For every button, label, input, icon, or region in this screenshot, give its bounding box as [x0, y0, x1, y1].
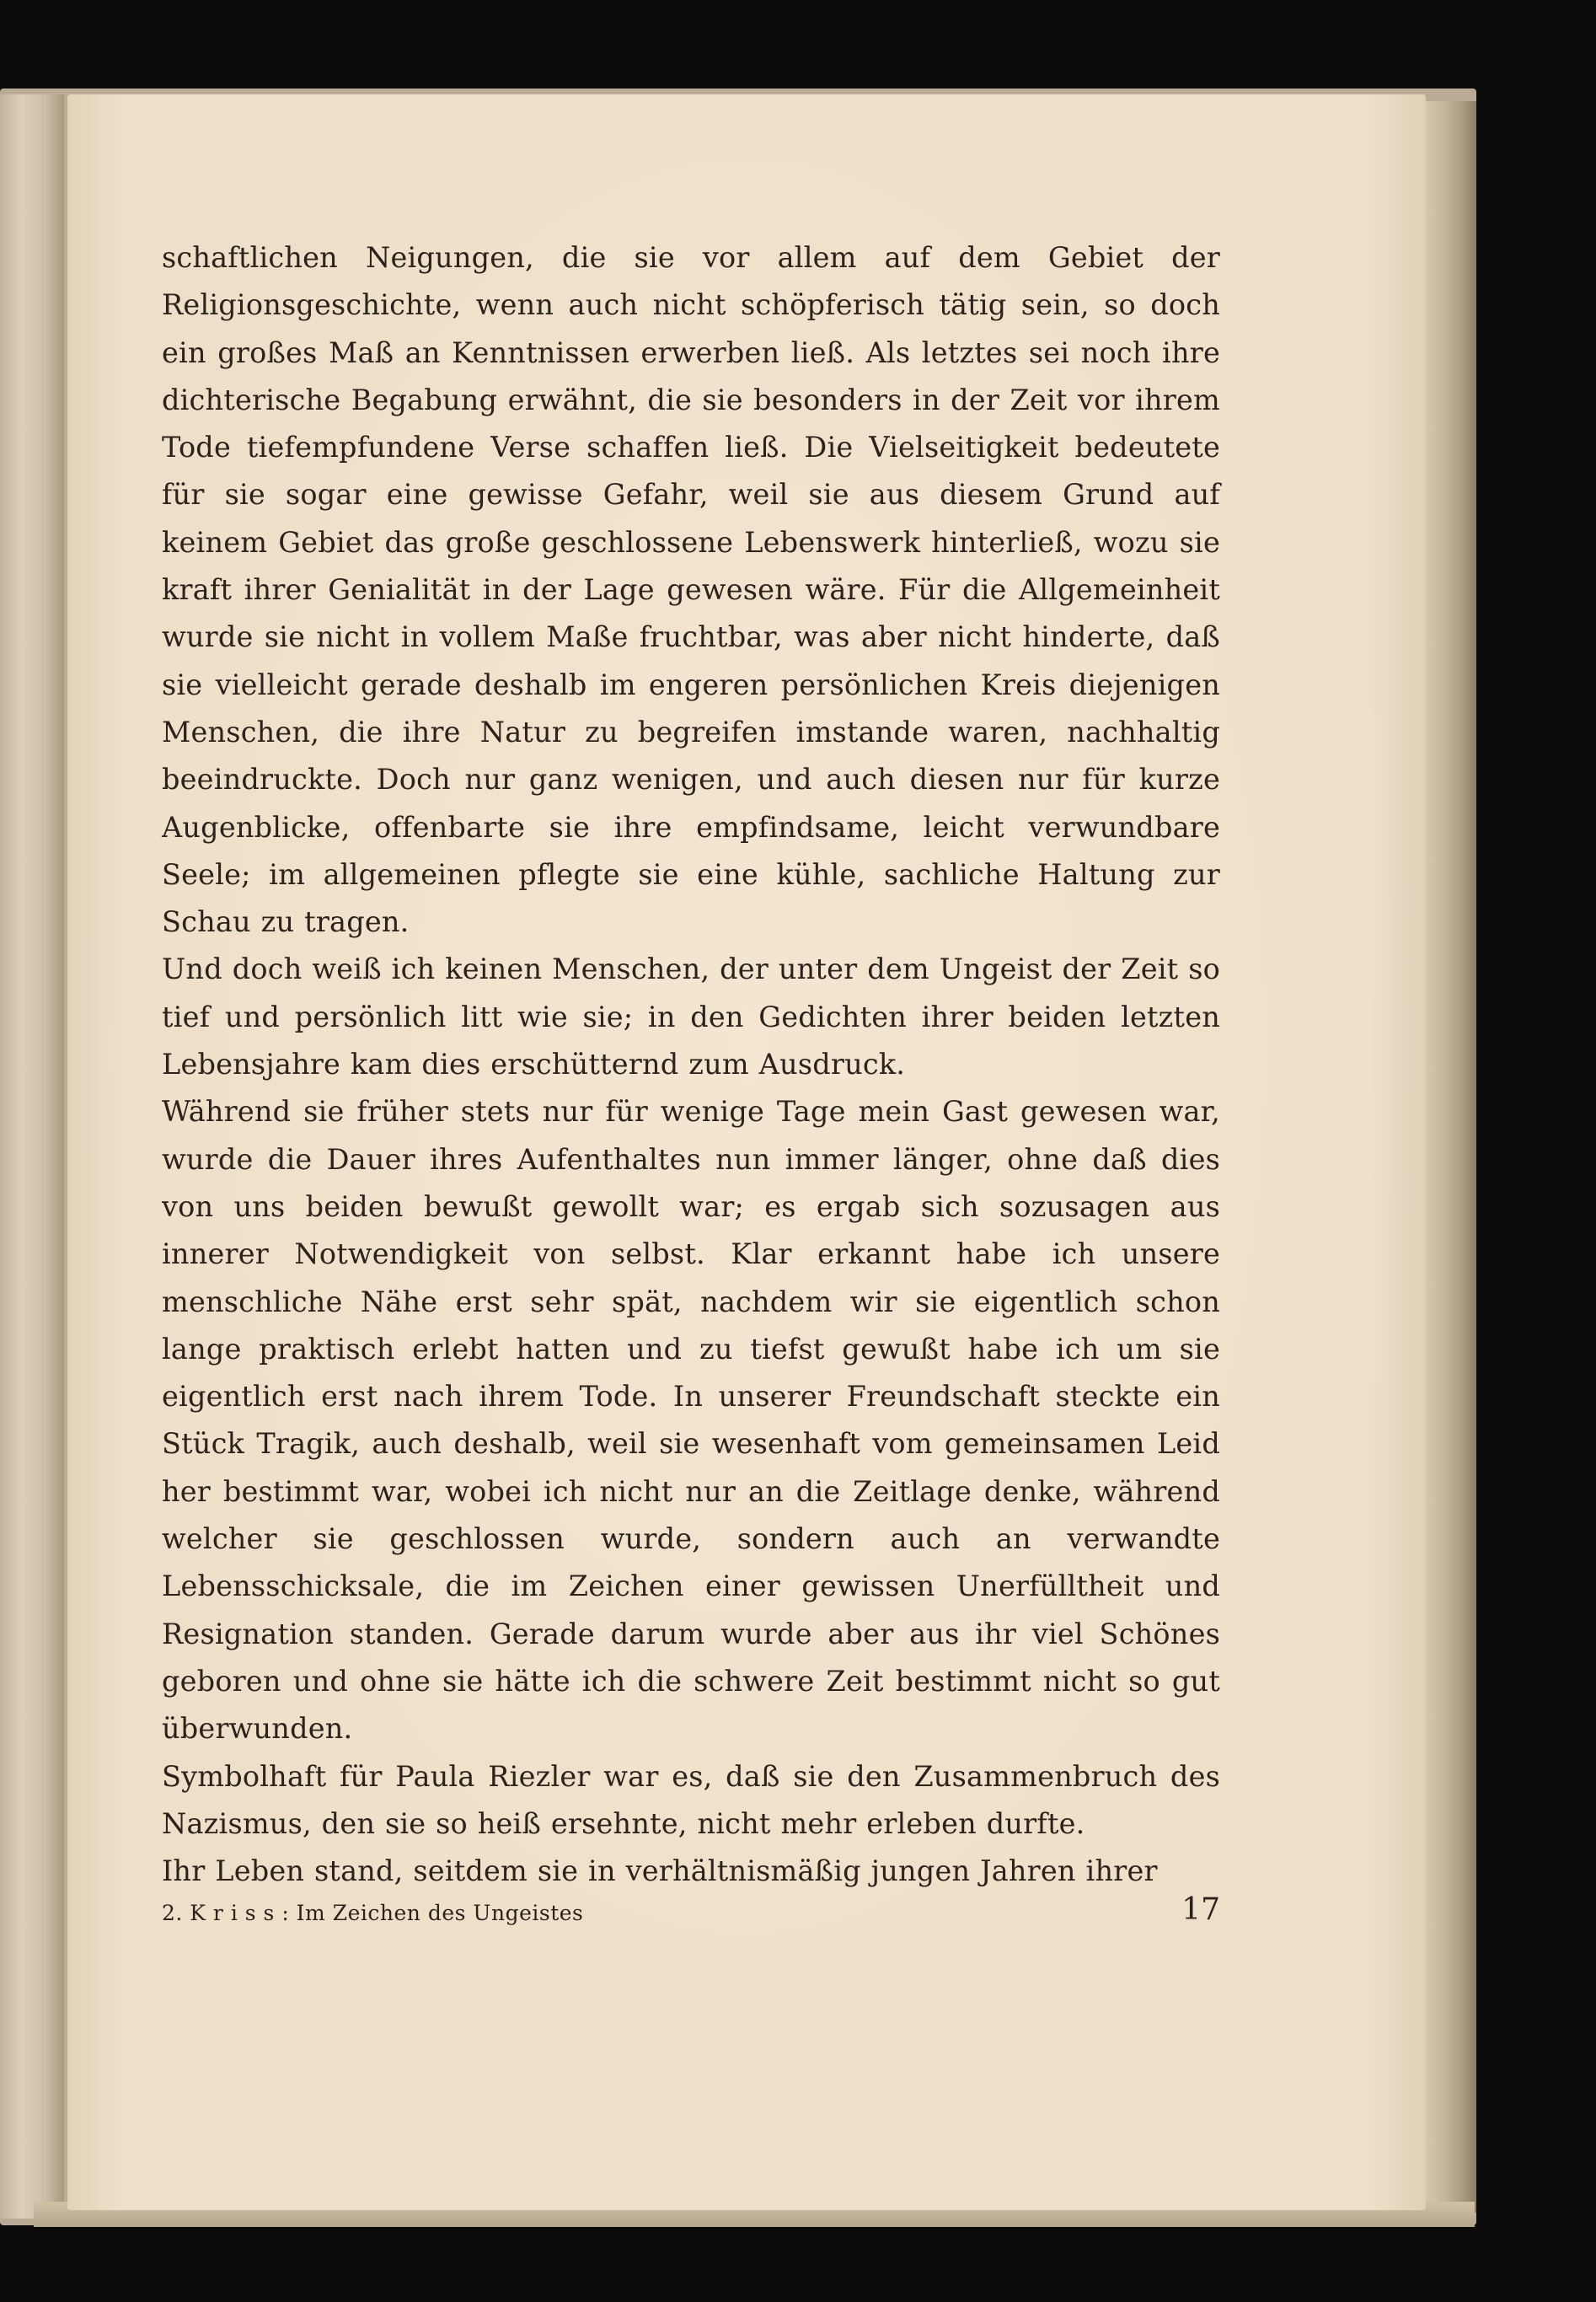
paragraph-1: schaftlichen Neigungen, die sie vor allem auf dem Gebiet der Religionsgeschichte, wenn auch nicht schöpferisch tätig sein, so doch ein großes Maß an Kenntnissen erwerben ließ. Als letztes sei noch ihre dichterische Begabung erwähnt, die sie besonders in der Zeit vor ihrem Tode tiefempfundene Verse schaffen ließ. Die Vielseitigkeit bedeutete für sie sogar eine gewisse Gefahr, weil sie aus diesem Grund auf keinem Gebiet das große geschlossene Lebenswerk hinterließ, wozu sie kraft ihrer Genialität in der Lage gewesen wäre. Für die Allgemeinheit wurde sie nicht in vollem Maße fruchtbar, was aber nicht hinderte, daß sie vielleicht gerade deshalb im engeren persönlichen Kreis diejenigen Menschen, die ihre Natur zu begreifen imstande waren, nachhaltig beeindruckte. Doch nur ganz wenigen, und auch diesen nur für kurze Augenblicke, offenbarte sie ihre empfindsame, leicht verwundbare Seele; im allgemeinen pflegte sie eine kühle, sachliche Haltung zur Schau zu tragen. [162, 241, 1220, 939]
footer-signature: 2. K r i s s : Im Zeichen des Ungeistes [162, 1901, 584, 1925]
body-text [162, 234, 1220, 1895]
right-page-edges [1424, 101, 1476, 2213]
page-footer [162, 1892, 1220, 1931]
paragraph-2: Und doch weiß ich keinen Menschen, der unter dem Ungeist der Zeit so tief und persönlich litt wie sie; in den Gedichten ihrer beiden letzten Lebensjahre kam dies erschütternd zum Ausdruck. [162, 952, 1220, 1081]
page-number: 17 [1181, 1892, 1220, 1927]
paragraph-3: Während sie früher stets nur für wenige Tage mein Gast gewesen war, wurde die Dauer ihres Aufenthaltes nun immer länger, ohne daß dies von uns beiden bewußt gewollt war; es ergab sich sozusagen aus innerer Notwendigkeit von selbst. Klar erkannt habe ich unsere menschliche Nähe erst sehr spät, nachdem wir sie eigentlich schon lange praktisch erlebt hatten und zu tiefst gewußt habe ich um sie eigentlich erst nach ihrem Tode. In unserer Freundschaft steckte ein Stück Tragik, auch deshalb, weil sie wesenhaft vom gemeinsamen Leid her bestimmt war, wobei ich nicht nur an die Zeitlage denke, während welcher sie geschlossen wurde, sondern auch an verwandte Lebensschicksale, die im Zeichen einer gewissen Unerfülltheit und Resignation standen. Gerade darum wurde aber aus ihr viel Schönes geboren und ohne sie hätte ich die schwere Zeit bestimmt nicht so gut überwunden. [162, 1095, 1220, 1746]
paragraph-5: Ihr Leben stand, seitdem sie in verhältnismäßig jungen Jahren ihrer [162, 1854, 1158, 1888]
left-page-edge [0, 94, 64, 2219]
paragraph-4: Symbolhaft für Paula Riezler war es, daß sie den Zusammenbruch des Nazismus, den sie so heiß ersehnte, nicht mehr erleben durfte. [162, 1759, 1220, 1840]
